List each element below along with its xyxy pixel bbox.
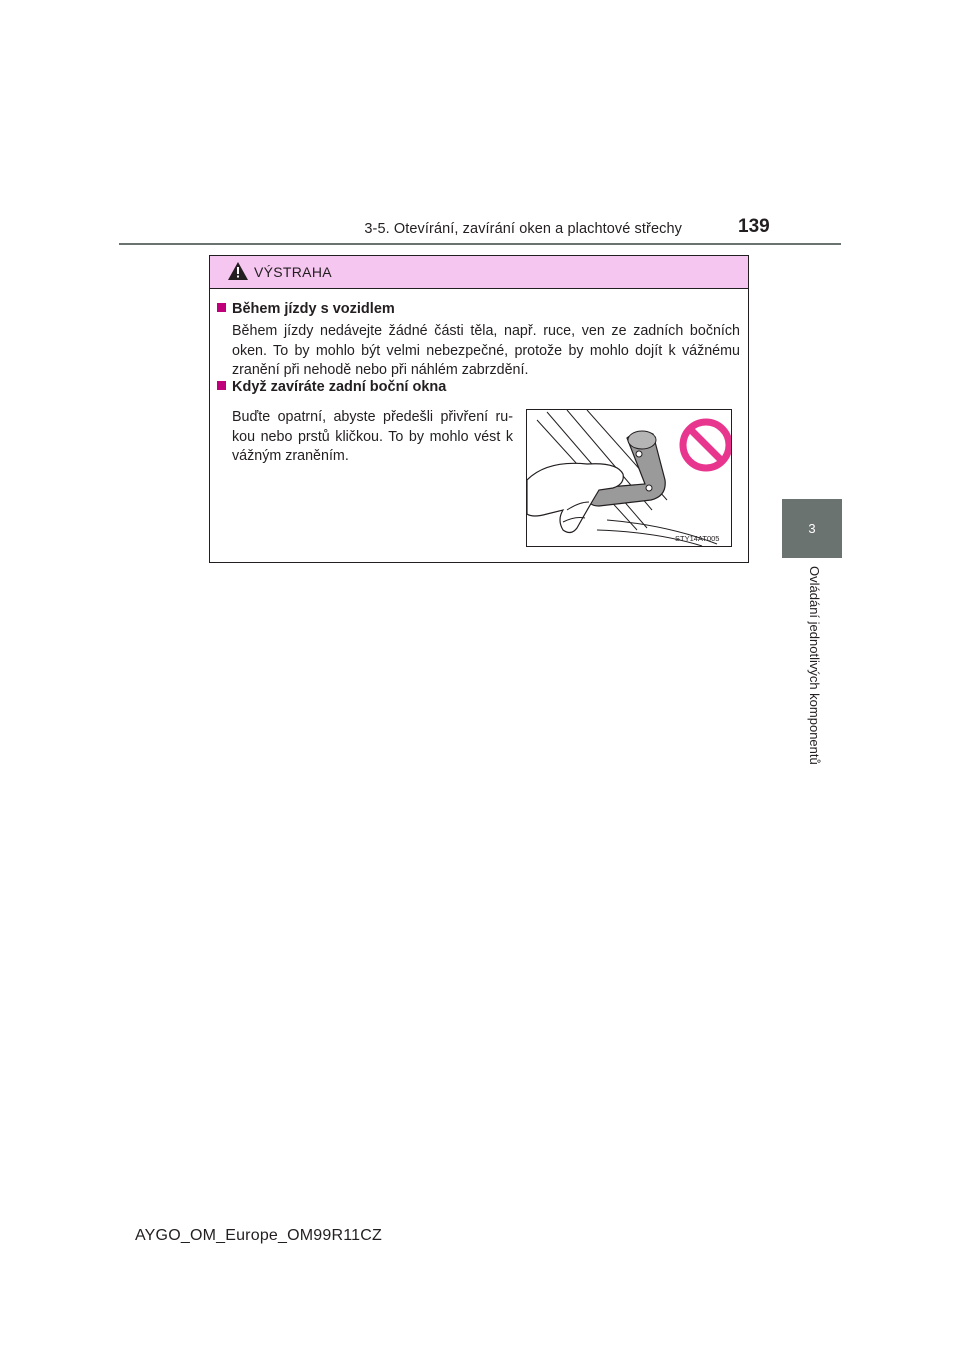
header-rule xyxy=(119,243,841,245)
section-title: 3-5. Otevírání, zavírání oken a plachtové střechy xyxy=(364,221,682,237)
bullet-icon xyxy=(217,381,226,390)
paragraph-driving: Během jízdy nedávejte žádné části těla, např. ruce, ven ze zadních bočních oken. To by mohlo být velmi nebezpečné, protože by mohlo dojít k vážnému zranění při nehodě nebo při náhlém zabrzdění. xyxy=(232,323,740,378)
paragraph-closing: Buďte opatrní, abyste předešli přivření ru-kou nebo prstů kličkou. To by mohlo vést k vážným zraněním. xyxy=(232,409,513,464)
document-id: AYGO_OM_Europe_OM99R11CZ xyxy=(135,1227,382,1244)
warning-box xyxy=(209,255,749,563)
warning-label: VÝSTRAHA xyxy=(254,264,332,280)
section-heading-driving: Během jízdy s vozidlem xyxy=(217,301,395,317)
warning-triangle-icon xyxy=(228,262,248,280)
window-crank-illustration xyxy=(526,409,732,547)
prohibition-icon xyxy=(683,422,729,468)
illustration-code: STY14AT005 xyxy=(675,534,720,543)
bullet-icon xyxy=(217,303,226,312)
chapter-title: Ovládání jednotlivých komponentů xyxy=(807,566,822,765)
chapter-tab[interactable] xyxy=(782,499,842,558)
chapter-number: 3 xyxy=(808,521,816,536)
section-heading-closing: Když zavíráte zadní boční okna xyxy=(217,379,446,395)
warning-header xyxy=(210,256,748,289)
page-number: 139 xyxy=(738,216,770,237)
